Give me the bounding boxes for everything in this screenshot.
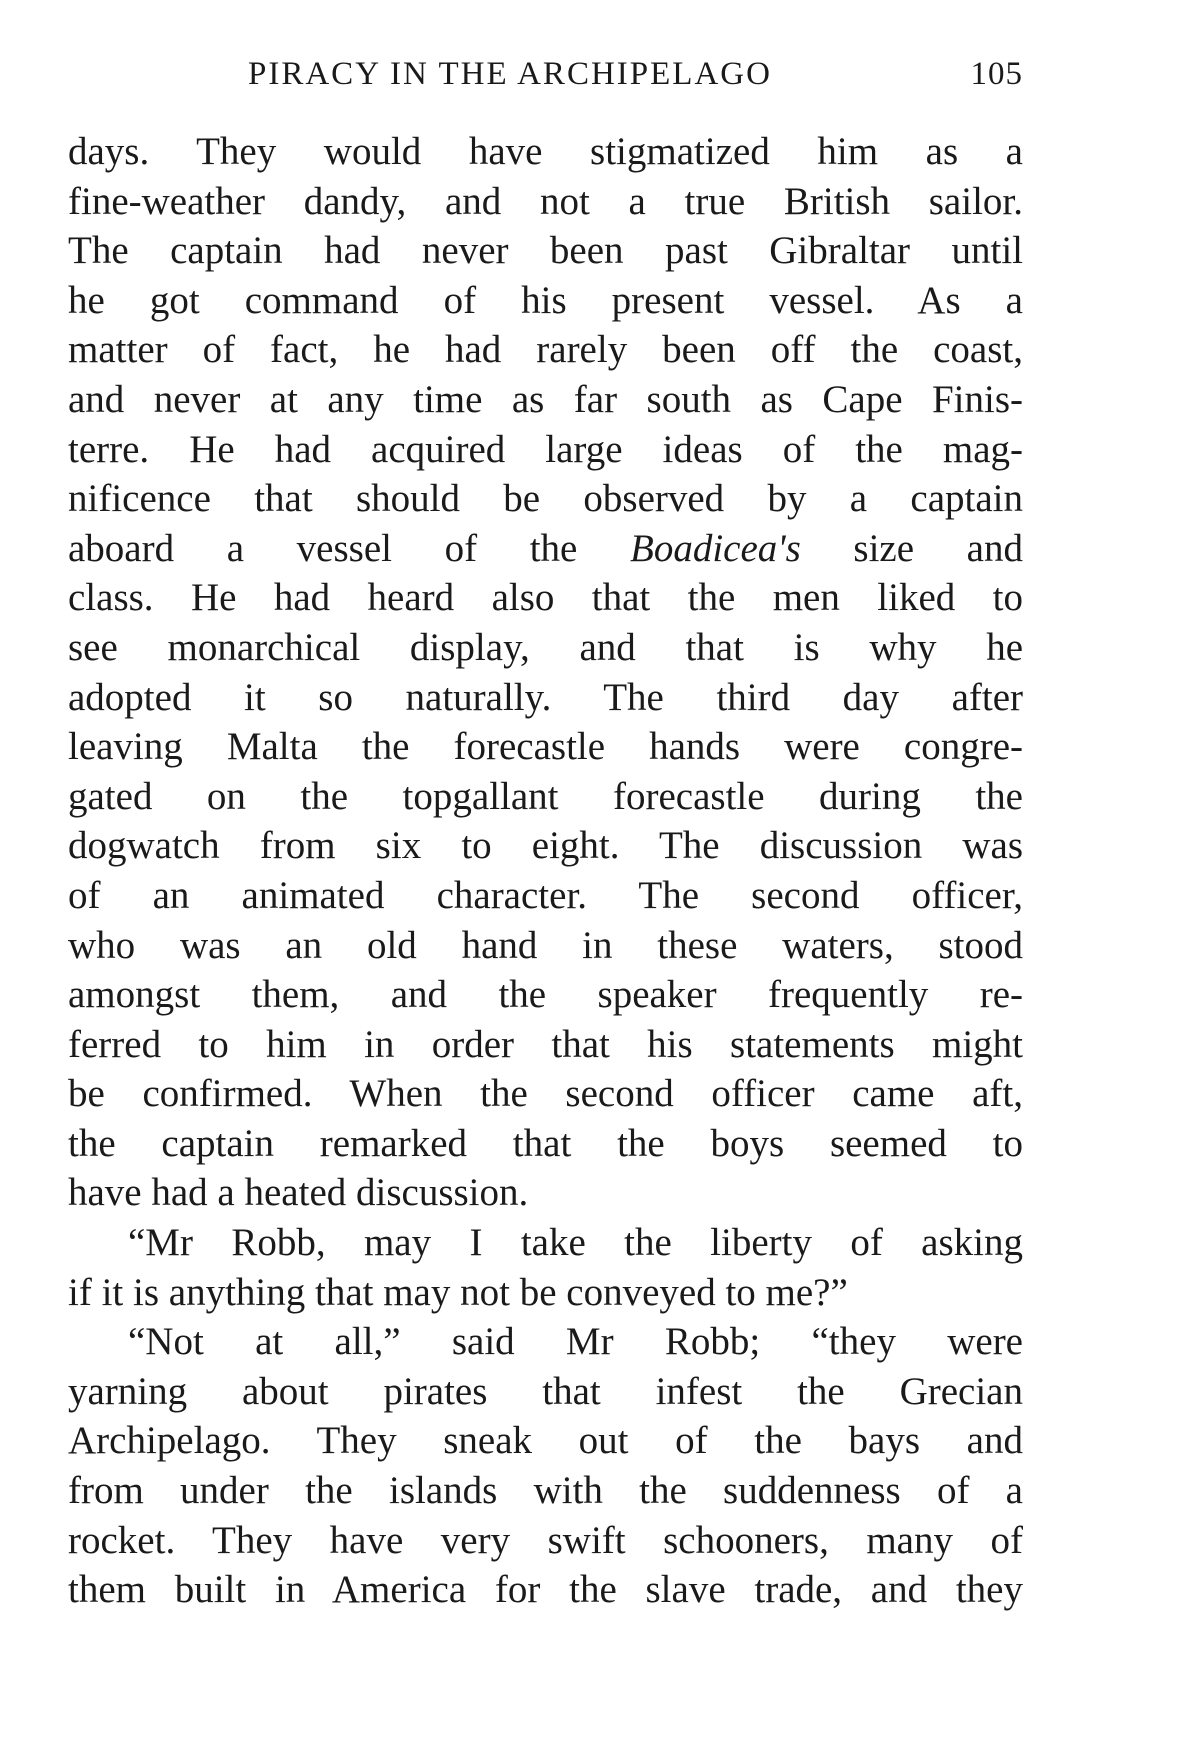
text-line: dogwatch from six to eight. The discussion was <box>68 824 1023 868</box>
ship-name: Boadicea's <box>630 526 801 570</box>
text-line: who was an old hand in these waters, stood <box>68 923 1023 967</box>
text-segment: size and <box>800 526 1023 570</box>
text-line: the captain remarked that the boys seemed to <box>68 1121 1023 1165</box>
page-number: 105 <box>970 56 1023 92</box>
text-line: if it is anything that may not be conveyed to me?” <box>68 1270 848 1314</box>
text-line <box>68 524 1023 574</box>
text-line: he got command of his present vessel. As a <box>68 278 1023 322</box>
text-line: adopted it so naturally. The third day after <box>68 675 1023 719</box>
running-title: PIRACY IN THE ARCHIPELAGO <box>248 56 772 92</box>
text-line: see monarchical display, and that is why he <box>68 625 1023 669</box>
text-line: yarning about pirates that infest the Grecian <box>68 1369 1023 1413</box>
text-line: be confirmed. When the second officer came aft, <box>68 1072 1023 1116</box>
text-line: have had a heated discussion. <box>68 1171 529 1215</box>
text-line: “Not at all,” said Mr Robb; “they were <box>128 1320 1023 1364</box>
text-line: Archipelago. They sneak out of the bays and <box>68 1419 1023 1463</box>
text-line: The captain had never been past Gibraltar until <box>68 229 1023 273</box>
text-line: fine-weather dandy, and not a true British sailor. <box>68 179 1023 223</box>
text-line: them built in America for the slave trade, and they <box>68 1568 1023 1612</box>
text-line: leaving Malta the forecastle hands were congre- <box>68 725 1023 769</box>
text-line: “Mr Robb, may I take the liberty of asking <box>128 1221 1023 1265</box>
text-segment: aboard a vessel of the <box>68 526 630 570</box>
text-line: terre. He had acquired large ideas of the mag- <box>68 427 1023 471</box>
text-line: class. He had heard also that the men liked to <box>68 576 1023 620</box>
text-line: gated on the topgallant forecastle during the <box>68 774 1023 818</box>
text-line: from under the islands with the suddenness of a <box>68 1469 1023 1513</box>
text-line: matter of fact, he had rarely been off the coast, <box>68 328 1023 372</box>
text-line: nificence that should be observed by a captain <box>68 477 1023 521</box>
text-line: rocket. They have very swift schooners, many of <box>68 1518 1023 1562</box>
body-text <box>68 127 1023 1615</box>
text-line: of an animated character. The second officer, <box>68 873 1023 917</box>
text-line: days. They would have stigmatized him as a <box>68 130 1023 173</box>
running-head <box>68 48 1023 98</box>
text-line: amongst them, and the speaker frequently re- <box>68 973 1023 1017</box>
text-line: ferred to him in order that his statements might <box>68 1022 1023 1066</box>
text-line: and never at any time as far south as Cape Finis- <box>68 377 1023 421</box>
